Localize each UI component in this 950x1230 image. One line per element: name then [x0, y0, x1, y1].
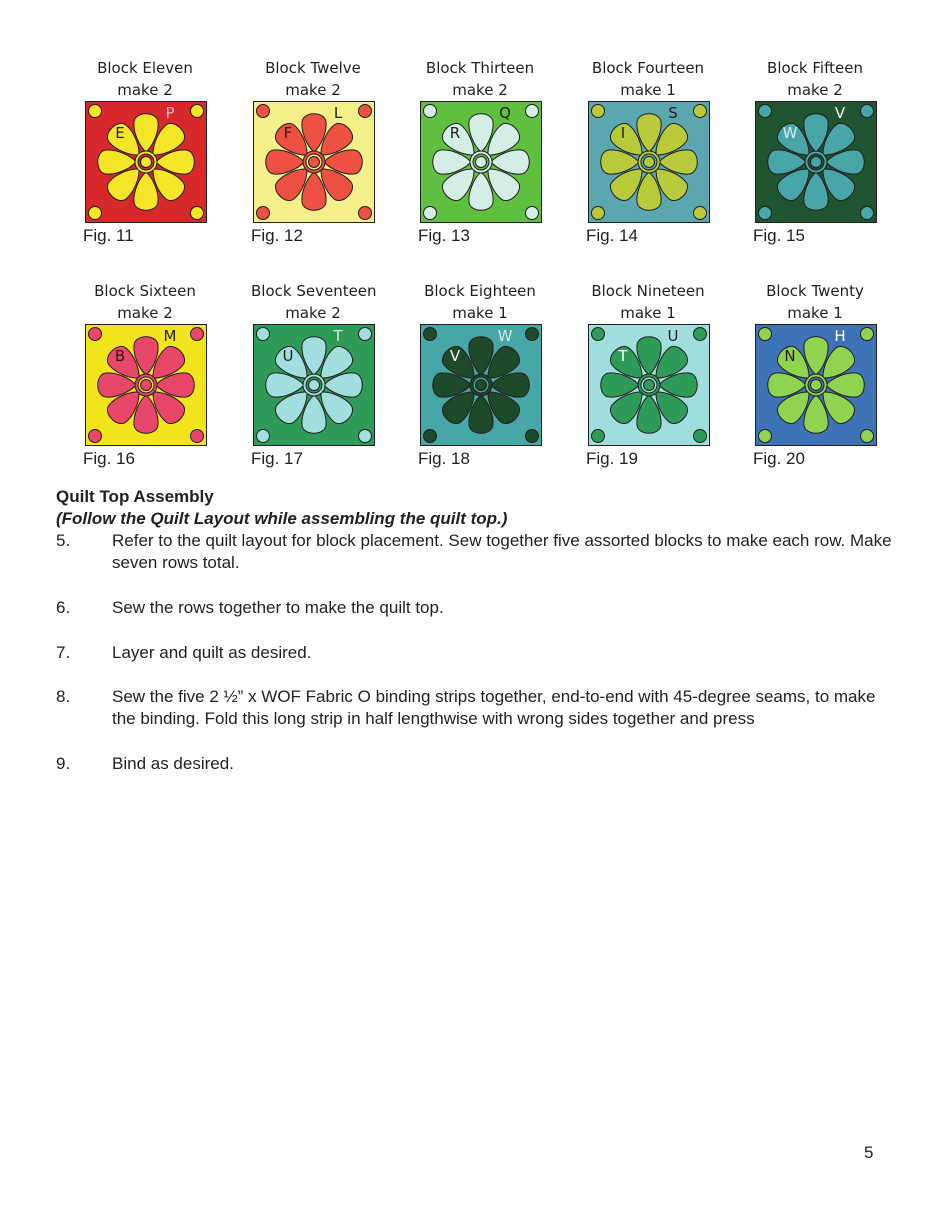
block-make-count: make 2	[452, 81, 508, 99]
flower-center-dot	[141, 157, 152, 168]
figure-caption: Fig. 13	[418, 226, 470, 245]
corner-circle	[257, 207, 270, 220]
corner-circle	[424, 207, 437, 220]
corner-circle	[89, 430, 102, 443]
step-number: 5.	[56, 531, 71, 550]
block-nineteen	[586, 280, 756, 469]
block-fifteen	[753, 57, 923, 246]
fabric-letter-label: T	[333, 327, 343, 345]
fabric-letter-label: T	[618, 347, 628, 365]
block-make-count: make 1	[620, 81, 676, 99]
block-make-count: make 2	[117, 81, 173, 99]
corner-circle	[89, 105, 102, 118]
corner-circle	[359, 105, 372, 118]
block-seventeen	[251, 280, 421, 469]
flower-block-diagram	[253, 101, 375, 223]
corner-circle	[526, 430, 539, 443]
fabric-letter-label: V	[449, 347, 461, 365]
corner-circle	[759, 328, 772, 341]
fabric-letter-label: R	[449, 124, 461, 142]
step-number: 9.	[56, 754, 71, 773]
corner-circle	[424, 328, 437, 341]
figure-caption: Fig. 17	[251, 449, 303, 468]
figure-caption: Fig. 12	[251, 226, 303, 245]
fabric-letter-label: L	[333, 104, 343, 122]
corner-circle	[526, 207, 539, 220]
figure-caption: Fig. 11	[83, 226, 134, 245]
flower-center-dot	[476, 157, 487, 168]
fabric-letter-label: S	[668, 104, 678, 122]
fabric-letter-label: F	[283, 124, 293, 142]
corner-circle	[191, 105, 204, 118]
corner-circle	[359, 328, 372, 341]
flower-center-dot	[811, 380, 822, 391]
flower-block-diagram	[588, 101, 710, 223]
figure-caption: Fig. 20	[753, 449, 805, 468]
corner-circle	[759, 207, 772, 220]
fabric-letter-label: U	[282, 347, 294, 365]
corner-circle	[592, 207, 605, 220]
corner-circle	[861, 430, 874, 443]
block-title: Block Twelve	[265, 59, 361, 77]
section-heading: Quilt Top Assembly	[56, 487, 214, 506]
corner-circle	[257, 105, 270, 118]
block-make-count: make 1	[787, 304, 843, 322]
step-text: Refer to the quilt layout for block placement. Sew together five assorted blocks to make each row. Make seven rows total.	[112, 531, 892, 572]
fabric-letter-label: V	[834, 104, 846, 122]
corner-circle	[861, 328, 874, 341]
corner-circle	[257, 430, 270, 443]
block-make-count: make 2	[117, 304, 173, 322]
fabric-letter-label: E	[115, 124, 125, 142]
block-title: Block Nineteen	[591, 282, 705, 300]
fabric-letter-label: N	[784, 347, 796, 365]
block-fourteen	[586, 57, 756, 246]
block-make-count: make 1	[620, 304, 676, 322]
block-title: Block Fifteen	[767, 59, 863, 77]
block-make-count: make 2	[285, 304, 341, 322]
corner-circle	[861, 207, 874, 220]
block-title: Block Thirteen	[425, 59, 535, 77]
fabric-letter-label: M	[163, 327, 177, 345]
corner-circle	[694, 328, 707, 341]
block-title: Block Eighteen	[424, 282, 536, 300]
corner-circle	[359, 430, 372, 443]
block-sixteen	[83, 280, 253, 469]
step-text: Sew the rows together to make the quilt top.	[112, 598, 444, 617]
block-eighteen	[418, 280, 588, 469]
fabric-letter-label: W	[497, 327, 513, 345]
instruction-step	[56, 753, 896, 775]
flower-block-diagram	[755, 101, 877, 223]
flower-block-diagram	[253, 324, 375, 446]
figure-caption: Fig. 14	[586, 226, 638, 245]
corner-circle	[424, 430, 437, 443]
flower-block-diagram	[85, 324, 207, 446]
corner-circle	[359, 207, 372, 220]
instruction-step	[56, 597, 896, 619]
step-text: Layer and quilt as desired.	[112, 643, 312, 662]
corner-circle	[191, 328, 204, 341]
block-twenty	[753, 280, 923, 469]
flower-center-dot	[309, 380, 320, 391]
corner-circle	[694, 207, 707, 220]
fabric-letter-label: W	[782, 124, 798, 142]
step-number: 7.	[56, 643, 71, 662]
corner-circle	[694, 105, 707, 118]
flower-center-dot	[141, 380, 152, 391]
instruction-step	[56, 642, 896, 664]
corner-circle	[191, 207, 204, 220]
fabric-letter-label: Q	[499, 104, 511, 122]
step-number: 8.	[56, 687, 71, 706]
flower-block-diagram	[755, 324, 877, 446]
fabric-letter-label: I	[620, 124, 626, 142]
instruction-step	[56, 686, 896, 730]
figure-caption: Fig. 15	[753, 226, 805, 245]
instruction-step	[56, 530, 896, 574]
corner-circle	[89, 328, 102, 341]
flower-center-dot	[309, 157, 320, 168]
page-number: 5	[864, 1143, 874, 1162]
corner-circle	[257, 328, 270, 341]
fabric-letter-label: U	[667, 327, 679, 345]
flower-block-diagram	[85, 101, 207, 223]
block-title: Block Seventeen	[251, 282, 377, 300]
step-number: 6.	[56, 598, 71, 617]
corner-circle	[592, 328, 605, 341]
flower-block-diagram	[420, 101, 542, 223]
block-twelve	[251, 57, 421, 246]
figure-caption: Fig. 19	[586, 449, 638, 468]
corner-circle	[759, 105, 772, 118]
flower-center-dot	[644, 380, 655, 391]
block-make-count: make 2	[285, 81, 341, 99]
corner-circle	[592, 430, 605, 443]
corner-circle	[592, 105, 605, 118]
flower-block-diagram	[420, 324, 542, 446]
block-title: Block Twenty	[766, 282, 864, 300]
step-text: Sew the five 2 ½” x WOF Fabric O binding strips together, end-to-end with 45-degree seams, to make the binding. Fold this long strip in half lengthwise with wrong sides together and press	[112, 687, 876, 728]
flower-block-diagram	[588, 324, 710, 446]
corner-circle	[759, 430, 772, 443]
corner-circle	[694, 430, 707, 443]
fabric-letter-label: P	[165, 104, 175, 122]
fabric-letter-label: H	[834, 327, 846, 345]
block-eleven	[83, 57, 253, 246]
block-title: Block Fourteen	[591, 59, 705, 77]
flower-center-dot	[811, 157, 822, 168]
corner-circle	[861, 105, 874, 118]
section-subheading: (Follow the Quilt Layout while assembling the quilt top.)	[56, 509, 508, 528]
figure-caption: Fig. 16	[83, 449, 135, 468]
corner-circle	[526, 328, 539, 341]
corner-circle	[526, 105, 539, 118]
flower-center-dot	[476, 380, 487, 391]
block-make-count: make 1	[452, 304, 508, 322]
corner-circle	[191, 430, 204, 443]
corner-circle	[424, 105, 437, 118]
corner-circle	[89, 207, 102, 220]
figure-caption: Fig. 18	[418, 449, 470, 468]
block-title: Block Sixteen	[94, 282, 196, 300]
flower-center-dot	[644, 157, 655, 168]
block-thirteen	[418, 57, 588, 246]
fabric-letter-label: B	[114, 347, 126, 365]
block-title: Block Eleven	[97, 59, 193, 77]
step-text: Bind as desired.	[112, 754, 234, 773]
block-make-count: make 2	[787, 81, 843, 99]
